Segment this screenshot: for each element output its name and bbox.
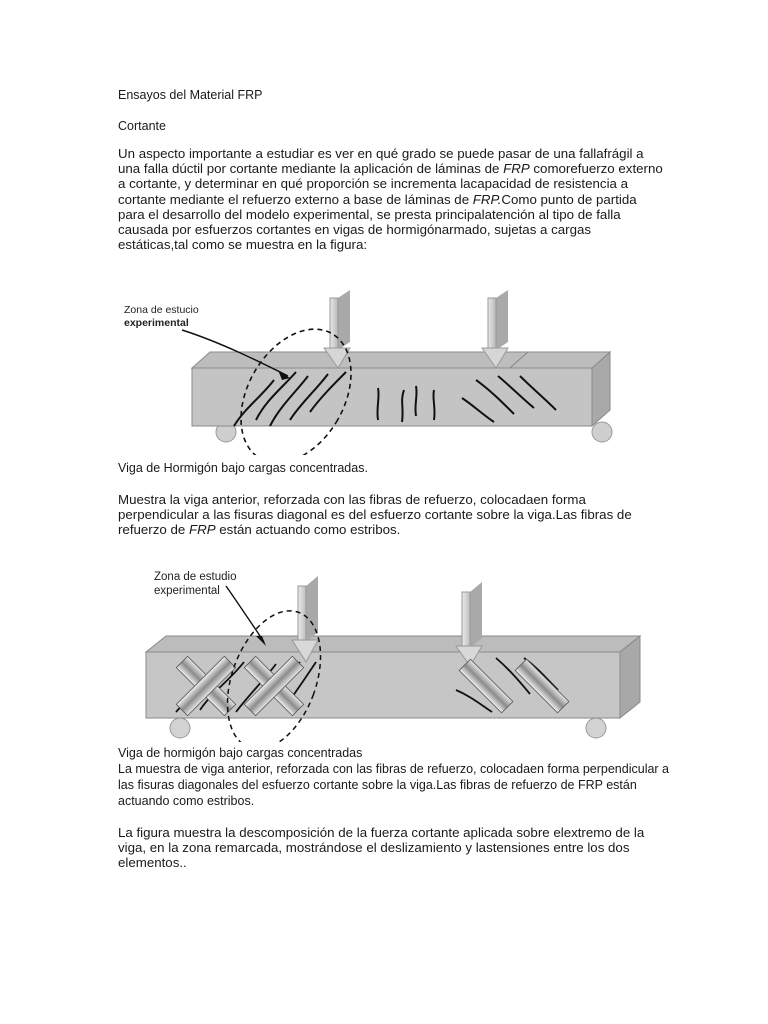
p4-line: viga, en la zona remarcada, mostrándose el deslizamiento y lastensiones entre los dos bbox=[118, 840, 630, 856]
p1-line: cortante mediante el refuerzo externo a base de láminas de FRP.Como punto de partida bbox=[118, 191, 637, 207]
figure-2-reinforced-beam-diagram bbox=[140, 562, 660, 742]
p4-line: elementos.. bbox=[118, 855, 187, 871]
p3-line: actuando como estribos. bbox=[118, 794, 255, 808]
paragraph-4 bbox=[118, 825, 758, 871]
zone-label-line1: Zona de estucio bbox=[124, 304, 199, 316]
p4-line: La figura muestra la descomposición de la fuerza cortante aplicada sobre elextremo de la bbox=[118, 825, 645, 840]
label-pointer-arrow bbox=[226, 586, 264, 642]
figure-2-caption: Viga de hormigón bajo cargas concentradas bbox=[118, 746, 363, 760]
figure-1-beam-diagram bbox=[110, 280, 640, 455]
zone-label-line1: Zona de estudio bbox=[154, 571, 237, 583]
left-support bbox=[170, 718, 190, 738]
p1-line: Un aspecto importante a estudiar es ver en qué grado se puede pasar de una fallafrágil a bbox=[118, 146, 644, 161]
right-support bbox=[586, 718, 606, 738]
zone-label-line2: experimental bbox=[124, 317, 189, 329]
p1-line: causada por esfuerzos cortantes en vigas de hormigónarmado, sujetas a cargas bbox=[118, 222, 592, 238]
p2-line: Muestra la viga anterior, reforzada con las fibras de refuerzo, colocadaen forma bbox=[118, 492, 586, 507]
paragraph-1 bbox=[118, 146, 758, 252]
p2-line: refuerzo de FRP están actuando como estribos. bbox=[118, 522, 401, 538]
p1-line: para el desarrollo del modelo experimental, se presta principalatención al tipo de falla bbox=[118, 206, 621, 222]
p3-line: las fisuras diagonales del esfuerzo cortante sobre la viga.Las fibras de refuerzo de FRP están bbox=[118, 778, 637, 792]
section-title: Cortante bbox=[118, 119, 166, 133]
p2-line: perpendicular a las fisuras diagonal es del esfuerzo cortante sobre la viga.Las fibras de bbox=[118, 507, 632, 523]
p3-line: La muestra de viga anterior, reforzada con las fibras de refuerzo, colocadaen forma perpendicular a bbox=[118, 762, 670, 776]
document-heading: Ensayos del Material FRP bbox=[118, 88, 263, 102]
paragraph-2 bbox=[118, 492, 758, 538]
paragraph-3 bbox=[118, 761, 758, 809]
p1-line: a cortante, y determinar en qué proporción se incrementa lacapacidad de resistencia a bbox=[118, 176, 629, 192]
p1-line: una falla dúctil por cortante mediante la aplicación de láminas de FRP comorefuerzo externo bbox=[118, 161, 663, 177]
right-support bbox=[592, 422, 612, 442]
beam-top-face bbox=[146, 636, 640, 652]
zone-label-line2: experimental bbox=[154, 585, 220, 597]
figure-1-caption: Viga de Hormigón bajo cargas concentradas. bbox=[118, 461, 368, 475]
p1-line: estáticas,tal como se muestra en la figura: bbox=[118, 237, 368, 253]
